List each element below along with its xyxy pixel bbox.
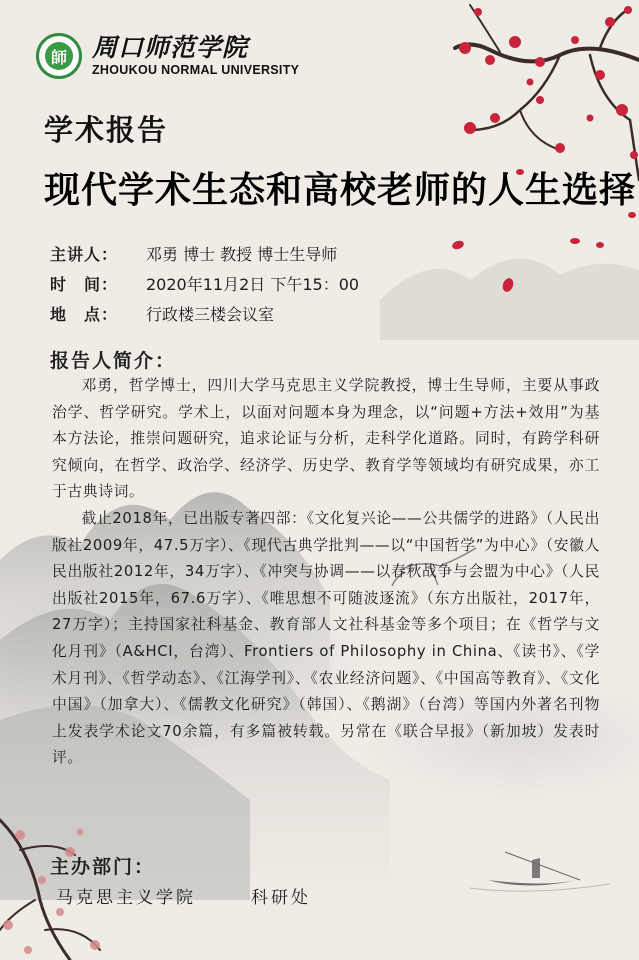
time-row — [50, 270, 359, 300]
boat-drawing — [470, 852, 610, 891]
bio-heading: 报告人简介： — [50, 350, 177, 372]
plum-branch-top — [455, 5, 639, 180]
organizer-1: 马克思主义学院 — [56, 888, 196, 908]
speaker-label: 主讲人： — [50, 245, 119, 264]
time-value: 2020年11月2日 下午15：00 — [146, 275, 360, 294]
place-value: 行政楼三楼会议室 — [146, 305, 275, 324]
time-label: 时 间： — [50, 275, 119, 294]
bio-body — [52, 373, 600, 772]
bio-paragraph-2: 截止2018年，已出版专著四部：《文化复兴论——公共儒学的进路》（人民出版社2009年，47.5万字）、《现代古典学批判——以“中国哲学”为中心》（安徽人民出版社2012年，34万字）、《冲突与协调——以春秋战争与会盟为中心》（人民出版社2015年，67.6万字）、《唯思想不可随波逐流》（东方出版社，2017年，27万字）；主持国家社科基金、教育部人文社科基金等多个项目；在《哲学与文化月刊》（A&HCI，台湾）、Frontiers of Philosophy in China、《读书》、《学术月刊》、《哲学动态》、《江海学刊》、《农业经济问题》、《中国高等教育》、《文化中国》（加拿大）、《儒教文化研究》（韩国）、《鹅湖》（台湾）等国内外著名刊物上发表学术论文70余篇，有多篇被转载。另常在《联合早报》（新加坡）发表时评。 — [52, 509, 600, 767]
organizers-heading: 主办部门： — [50, 856, 156, 878]
organizer-2: 科研处 — [251, 888, 311, 908]
university-seal-icon: 師 — [36, 33, 82, 79]
university-name-cn: 周口师范学院 — [92, 33, 249, 62]
lecture-info — [50, 240, 359, 330]
bio-paragraph-1: 邓勇，哲学博士，四川大学马克思主义学院教授，博士生导师，主要从事政治学、哲学研究。学术上，以面对问题本身为理念，以“问题+方法+效用”为基本方法论，推崇问题研究，追求论证与分析，走科学化道路。同时，有跨学科研究倾向，在哲学、政治学、经济学、历史学、教育学等领域均有研究成果，亦工于古典诗词。 — [52, 377, 600, 501]
place-label: 地 点： — [50, 305, 119, 324]
report-type-heading: 学术报告 — [44, 113, 169, 147]
organizers-list — [56, 883, 366, 908]
lecture-title: 现代学术生态和高校老师的人生选择 — [44, 169, 637, 211]
speaker-value: 邓勇 博士 教授 博士生导师 — [146, 245, 338, 264]
speaker-row — [50, 240, 359, 270]
university-name-en: ZHOUKOU NORMAL UNIVERSITY — [92, 63, 300, 77]
place-row — [50, 300, 359, 330]
university-logo — [36, 33, 299, 79]
